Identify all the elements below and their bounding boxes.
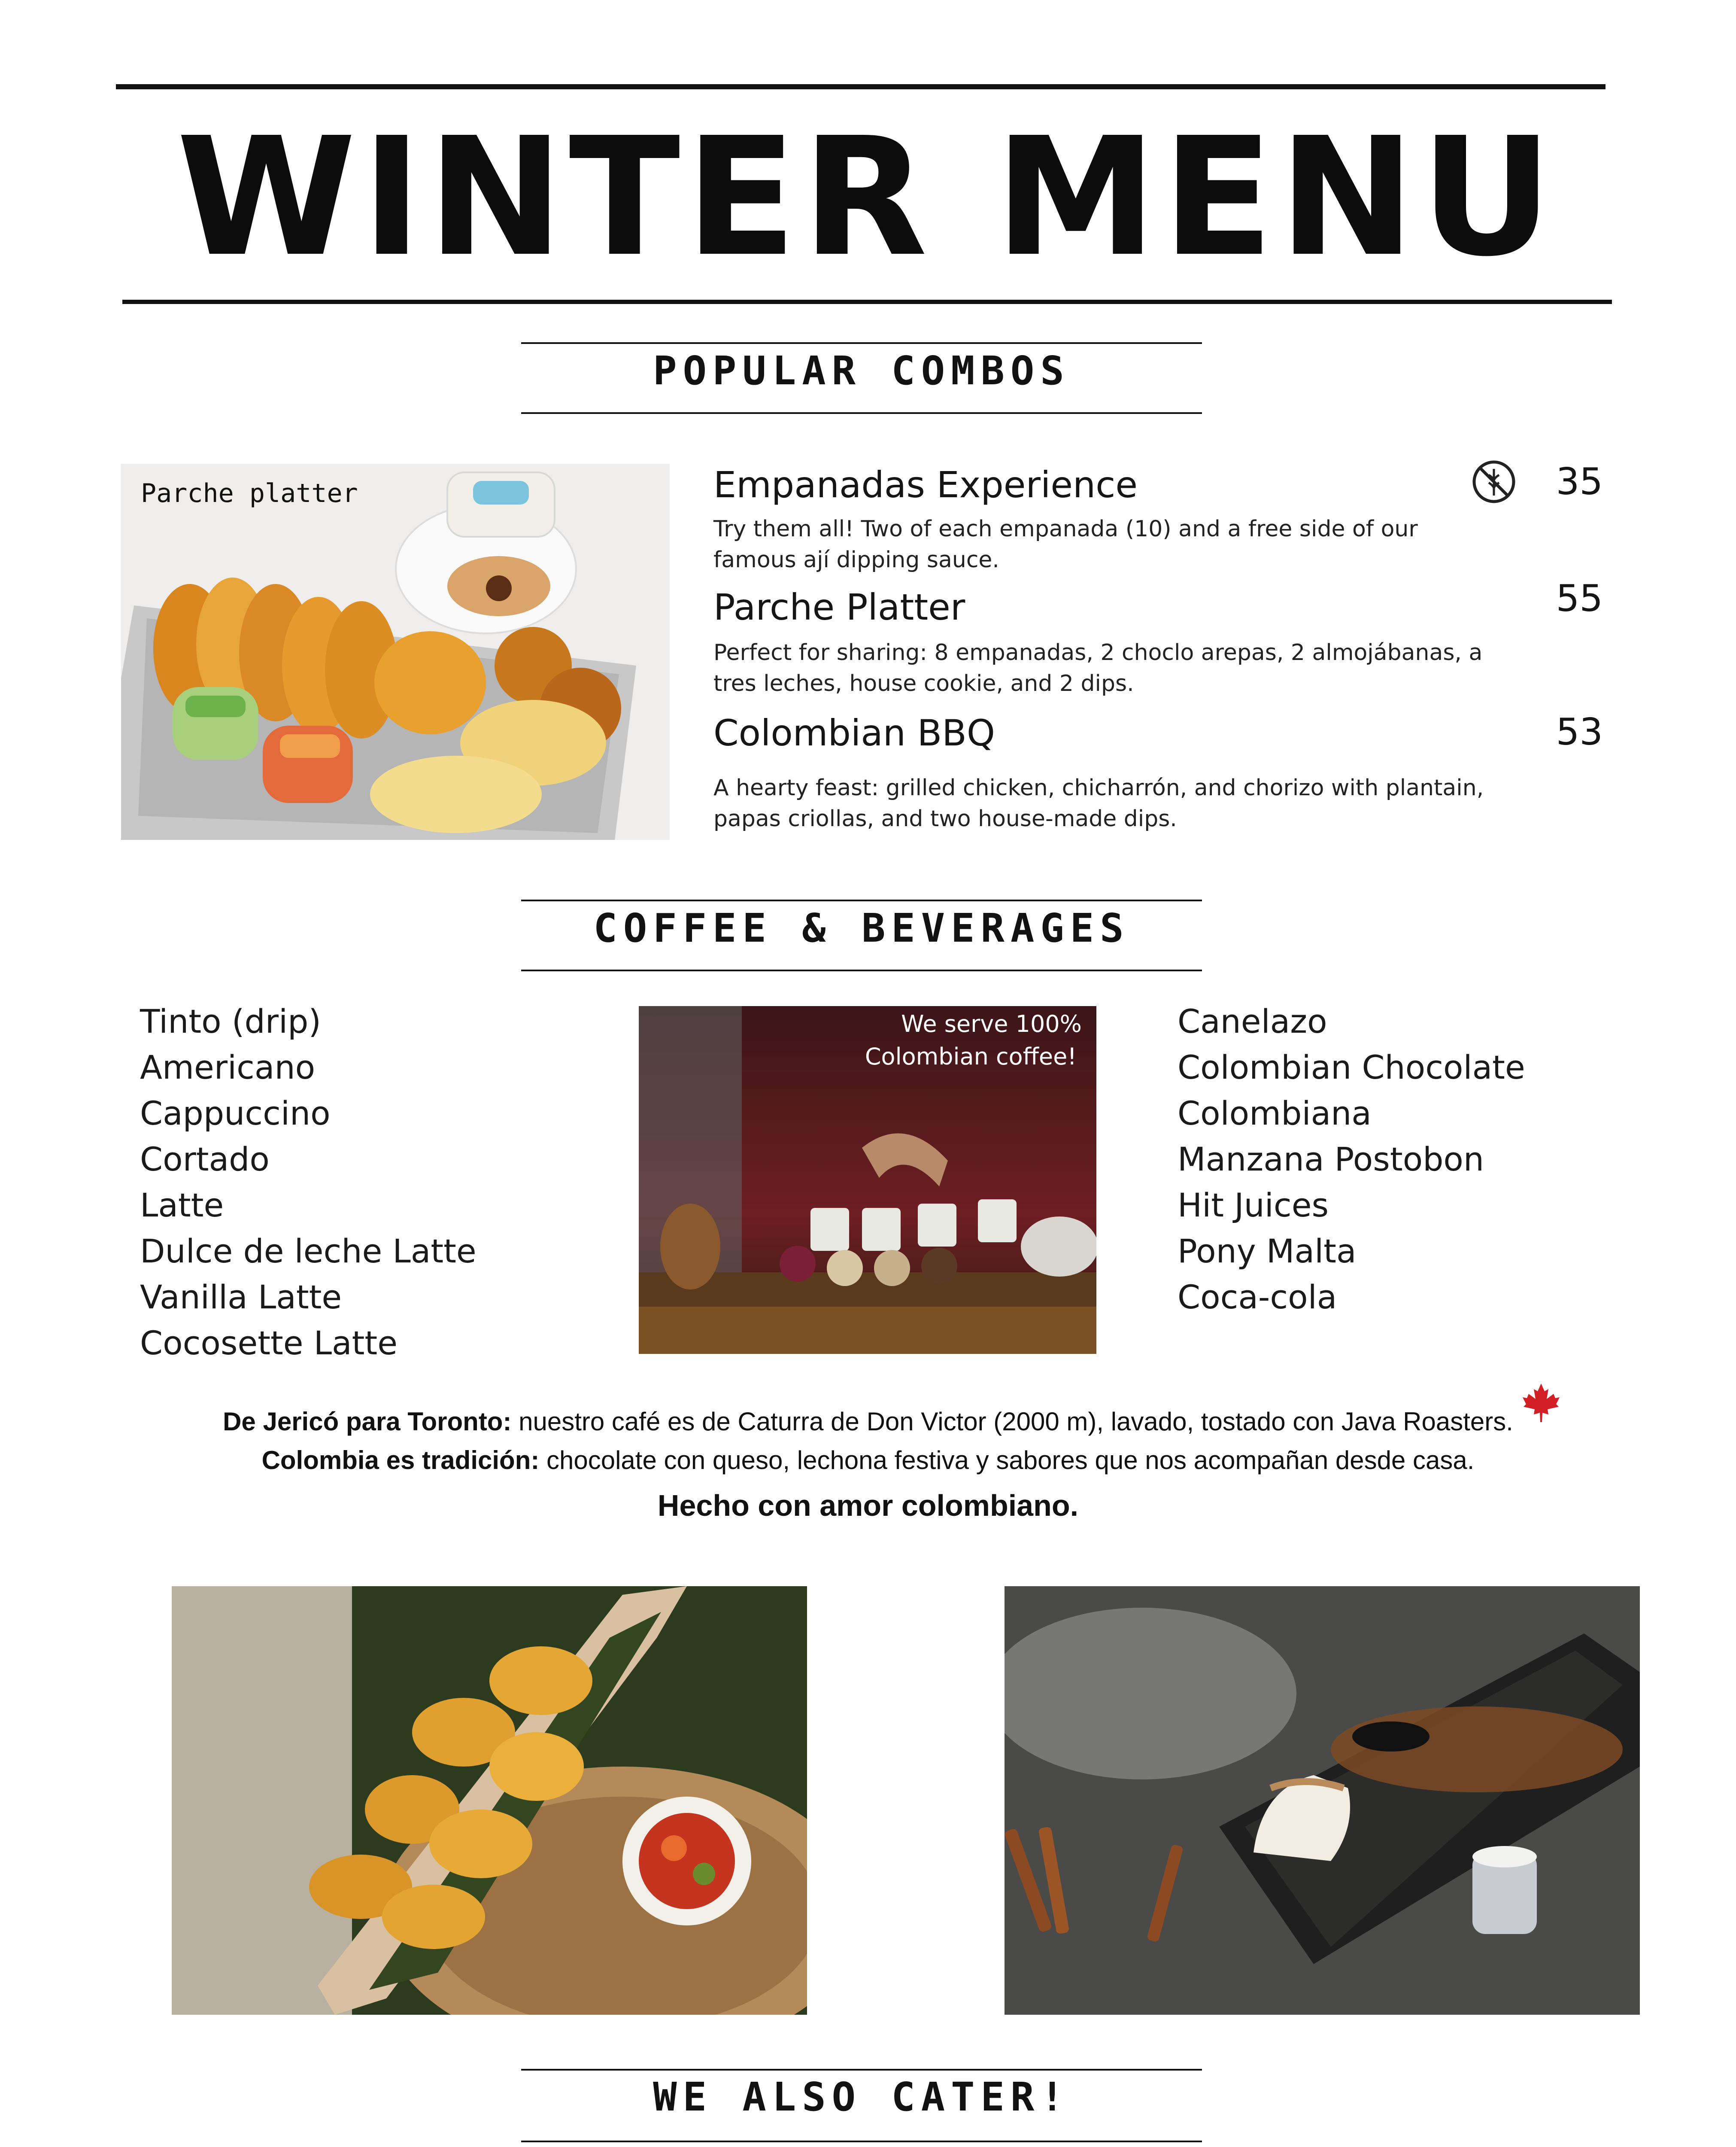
empanadas-illustration bbox=[172, 1586, 807, 2015]
tradition-note-text: chocolate con queso, lechona festiva y sabores que nos acompañan desde casa. bbox=[539, 1446, 1475, 1475]
coffee-item: Cortado bbox=[140, 1140, 270, 1178]
tradition-note bbox=[0, 1445, 1736, 1475]
coffee-photo-caption-line2: Colombian coffee! bbox=[865, 1043, 1077, 1070]
combo-desc-parche-platter: Perfect for sharing: 8 empanadas, 2 choclo arepas, 2 almojábanas, a tres leches, house cookie, and 2 dips. bbox=[713, 640, 1483, 696]
origin-note-text: nuestro café es de Caturra de Don Victor (2000 m), lavado, tostado con Java Roasters. bbox=[511, 1407, 1513, 1436]
catering-rule-top bbox=[521, 2069, 1202, 2071]
section-title-catering: WE ALSO CATER! bbox=[653, 2074, 1070, 2120]
catering-rule-bottom bbox=[521, 2141, 1202, 2142]
coffee-photo-caption-line1: We serve 100% bbox=[901, 1010, 1082, 1037]
coffee-photo bbox=[639, 1006, 1096, 1354]
combo-price-empanadas-experience: 35 bbox=[1556, 460, 1603, 503]
coffee-item: Tinto (drip) bbox=[140, 1002, 321, 1040]
coffee-item: Latte bbox=[140, 1186, 224, 1224]
combo-name-empanadas-experience: Empanadas Experience bbox=[713, 464, 1138, 506]
dessert-photo bbox=[1005, 1586, 1640, 2015]
combo-desc-empanadas-experience: Try them all! Two of each empanada (10) and a free side of our famous ají dipping sauce. bbox=[713, 516, 1418, 573]
beverages-rule-top bbox=[521, 900, 1202, 901]
beverage-item: Colombian Chocolate bbox=[1178, 1048, 1525, 1086]
combo-desc-colombian-bbq: A hearty feast: grilled chicken, chicharrón, and chorizo with plantain, papas criollas, and two house-made dips. bbox=[713, 775, 1484, 832]
empanadas-photo bbox=[172, 1586, 807, 2015]
beverages-rule-bottom bbox=[521, 970, 1202, 971]
parche-platter-photo-label: Parche platter bbox=[141, 478, 358, 508]
canada-maple-leaf-icon bbox=[1522, 1382, 1560, 1423]
combo-price-colombian-bbq: 53 bbox=[1556, 711, 1603, 754]
origin-note bbox=[0, 1407, 1736, 1436]
coffee-item: Americano bbox=[140, 1048, 316, 1086]
tradition-note-label: Colombia es tradición: bbox=[261, 1446, 540, 1475]
no-gluten-icon bbox=[1472, 459, 1516, 504]
origin-note-label: De Jericó para Toronto: bbox=[223, 1407, 512, 1436]
platter-illustration bbox=[121, 464, 670, 840]
coffee-item: Dulce de leche Latte bbox=[140, 1232, 476, 1270]
beverage-item: Pony Malta bbox=[1178, 1232, 1357, 1270]
beverage-item: Manzana Postobon bbox=[1178, 1140, 1484, 1178]
combo-name-parche-platter: Parche Platter bbox=[713, 586, 965, 628]
section-title-combos: POPULAR COMBOS bbox=[653, 348, 1070, 394]
beverage-item: Colombiana bbox=[1178, 1094, 1372, 1132]
section-title-beverages: COFFEE & BEVERAGES bbox=[593, 905, 1130, 951]
title-underline bbox=[122, 300, 1612, 304]
combos-rule-top bbox=[521, 342, 1202, 344]
coffee-item: Vanilla Latte bbox=[140, 1278, 342, 1316]
beverage-item: Hit Juices bbox=[1178, 1186, 1329, 1224]
coffee-item: Cappuccino bbox=[140, 1094, 331, 1132]
combo-name-colombian-bbq: Colombian BBQ bbox=[713, 712, 995, 754]
beverage-item: Canelazo bbox=[1178, 1002, 1327, 1040]
coffee-item: Cocosette Latte bbox=[140, 1324, 398, 1362]
dessert-illustration bbox=[1005, 1586, 1640, 2015]
combos-rule-bottom bbox=[521, 412, 1202, 414]
made-with-love-note: Hecho con amor colombiano. bbox=[657, 1489, 1079, 1522]
page-title: WINTER MENU bbox=[176, 102, 1558, 292]
coffee-list bbox=[140, 998, 476, 1366]
top-rule bbox=[116, 84, 1605, 89]
parche-platter-photo bbox=[121, 464, 670, 840]
combo-price-parche-platter: 55 bbox=[1556, 577, 1603, 620]
beverage-list bbox=[1178, 998, 1525, 1320]
beverage-item: Coca-cola bbox=[1178, 1278, 1337, 1316]
